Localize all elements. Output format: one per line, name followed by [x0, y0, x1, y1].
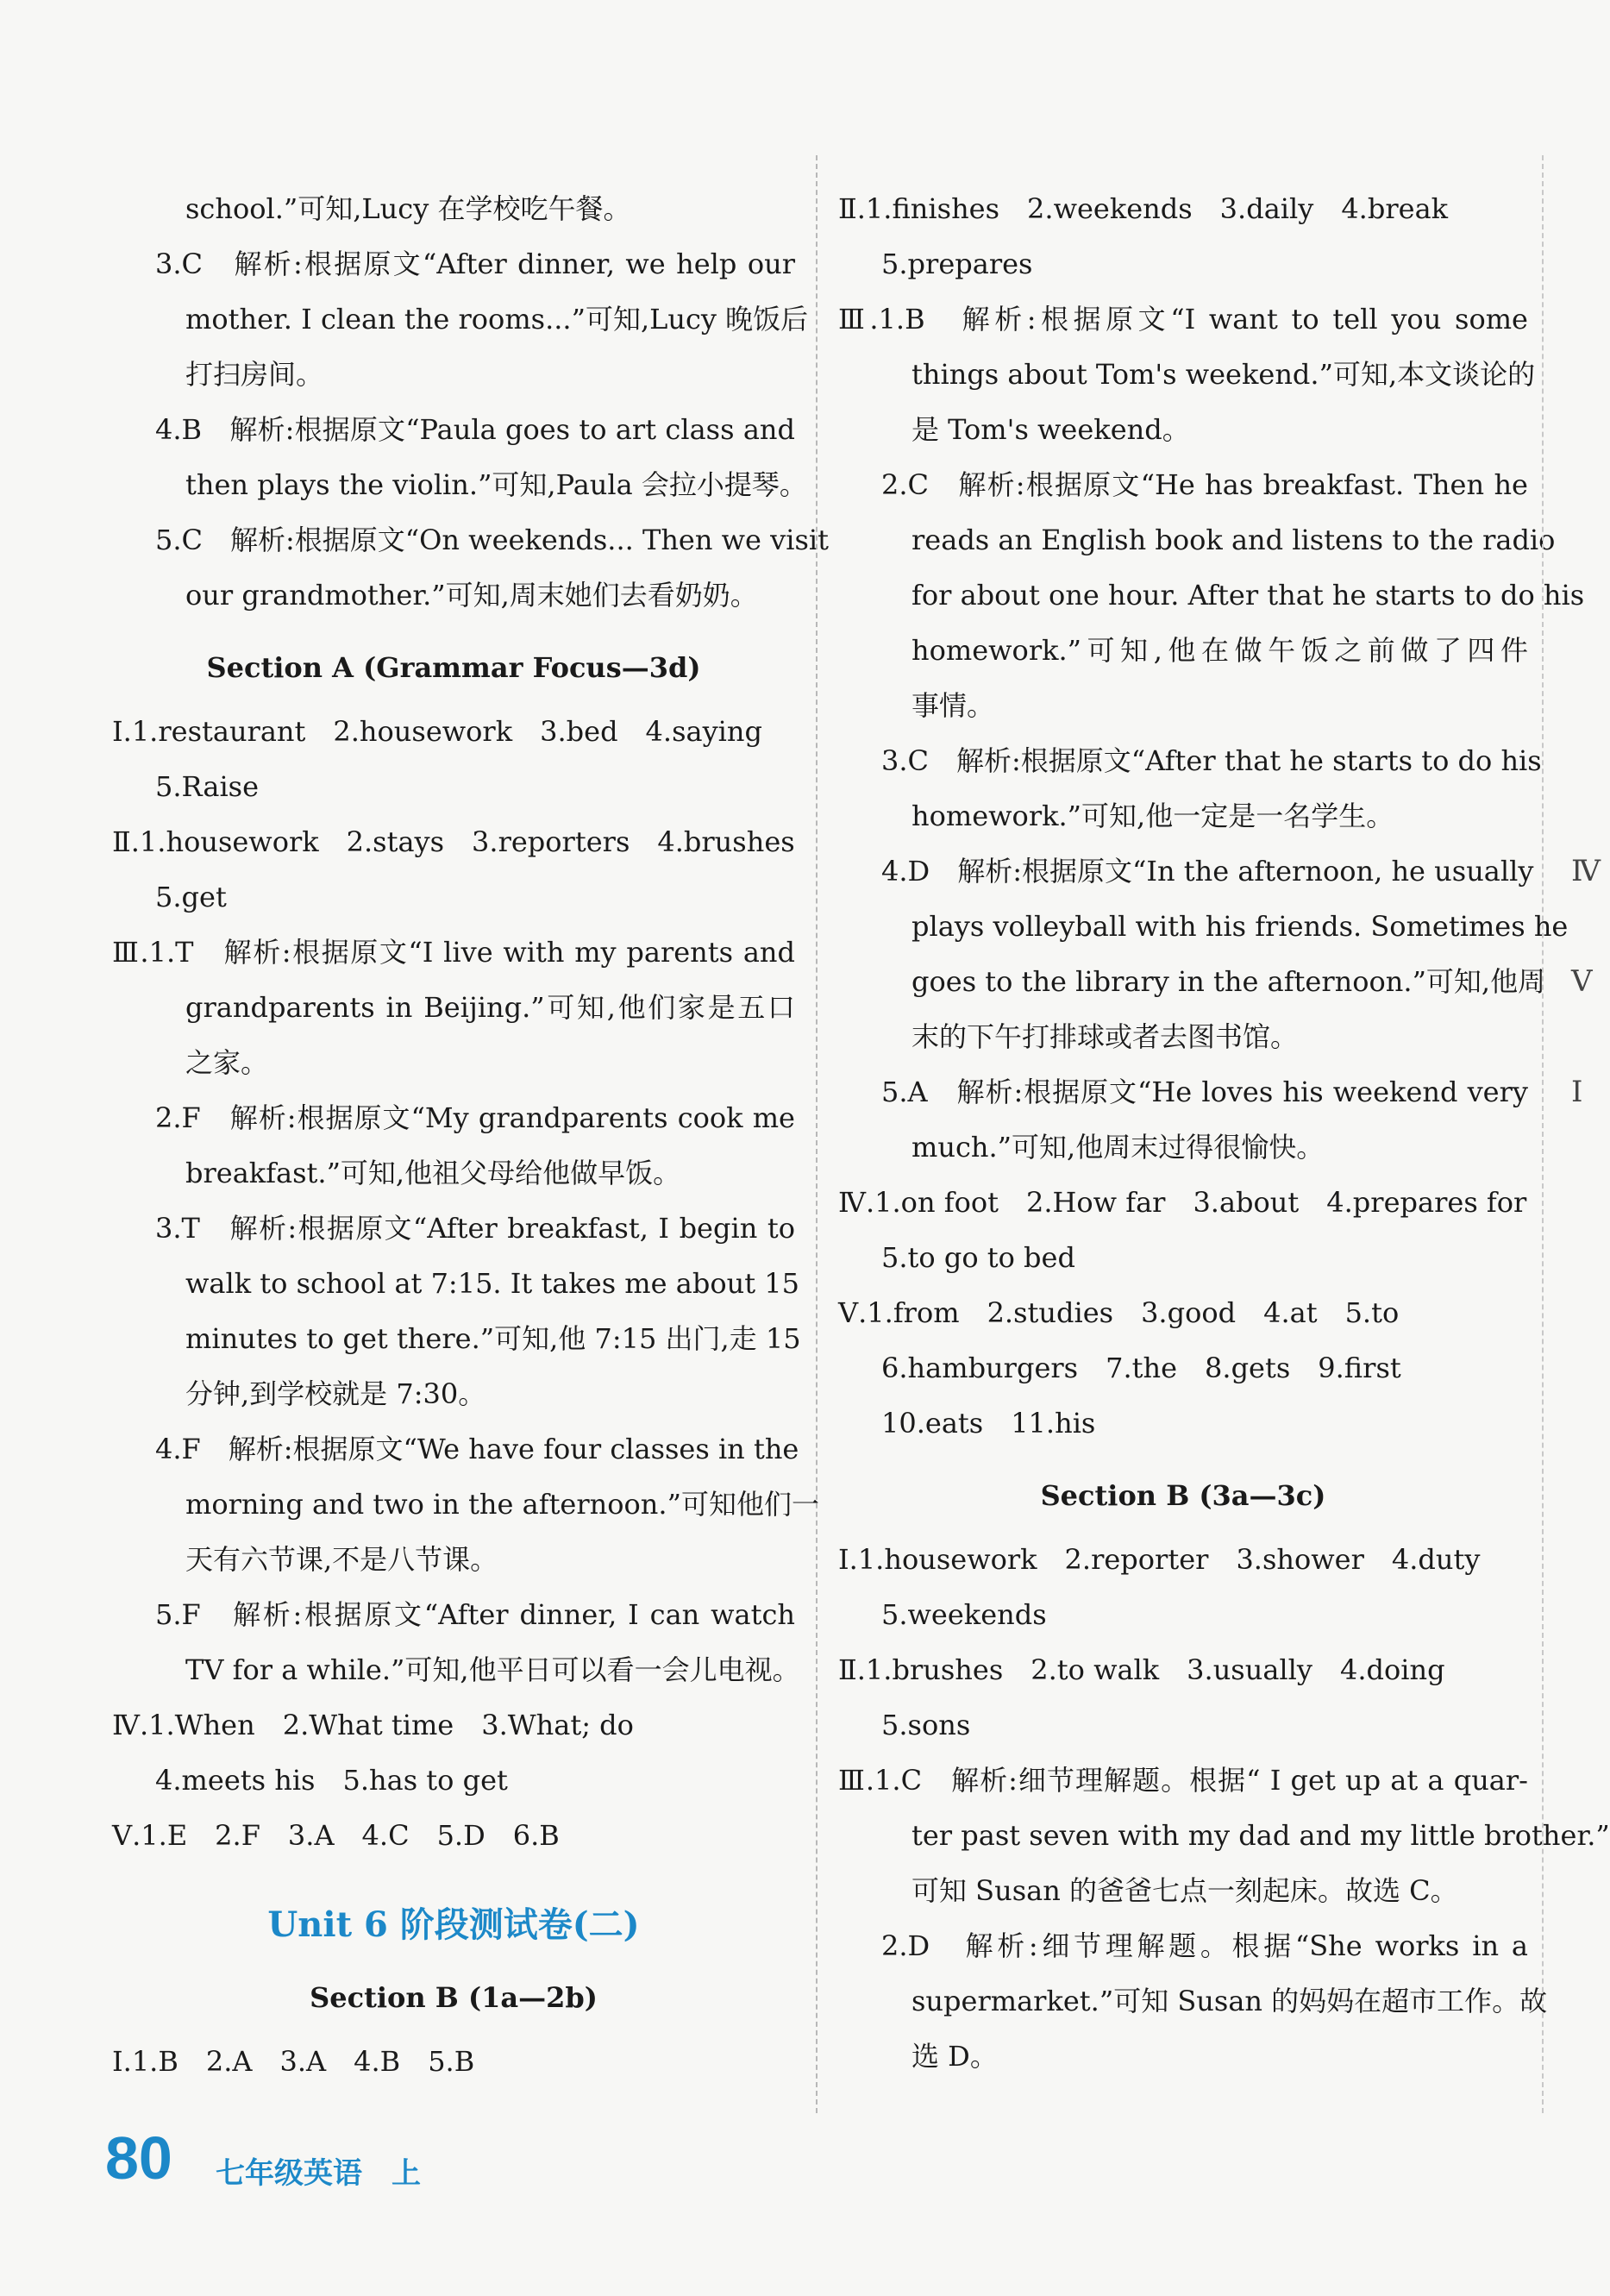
answer-line: 3.C 解析:根据原文“After that he starts to do his [881, 744, 1542, 777]
answer-line: 5.get [155, 881, 227, 913]
edge-numeral: Ⅳ [1571, 854, 1601, 888]
answer-line: 5.to go to bed [881, 1241, 1075, 1274]
answer-line: then plays the violin.”可知,Paula 会拉小提琴。 [185, 468, 807, 501]
answer-line: things about Tom's weekend.”可知,本文谈论的 [911, 358, 1536, 391]
answer-line: 分钟,到学校就是 7:30。 [185, 1377, 486, 1410]
answer-line: TV for a while.”可知,他平日可以看一会儿电视。 [185, 1653, 800, 1686]
answer-line: grandparents in Beijing.”可知,他们家是五口 [185, 991, 795, 1024]
answer-line: 3.T 解析:根据原文“After breakfast, I begin to [155, 1212, 795, 1245]
section-heading: Section A (Grammar Focus—3d) [206, 651, 701, 684]
answer-line: for about one hour. After that he starts to do his [911, 579, 1585, 612]
answer-line: Ⅴ.1.from 2.studies 3.good 4.at 5.to [838, 1296, 1400, 1329]
answer-line: 2.C 解析:根据原文“He has breakfast. Then he [881, 468, 1528, 501]
answer-line: goes to the library in the afternoon.”可知,他周 [911, 965, 1546, 998]
answer-line: morning and two in the afternoon.”可知他们一 [185, 1488, 819, 1521]
answer-line: breakfast.”可知,他祖父母给他做早饭。 [185, 1157, 681, 1189]
answer-line: 末的下午打排球或者去图书馆。 [911, 1020, 1299, 1053]
answer-line: 天有六节课,不是八节课。 [185, 1543, 498, 1576]
answer-line: 5.F 解析:根据原文“After dinner, I can watch [155, 1598, 795, 1631]
answer-line: Ⅳ.1.on foot 2.How far 3.about 4.prepares for [838, 1186, 1527, 1219]
answer-line: 5.C 解析:根据原文“On weekends... Then we visit [155, 524, 829, 556]
answer-line: Ⅳ.1.When 2.What time 3.What; do [112, 1709, 634, 1741]
unit-title: Unit 6 阶段测试卷(二) [267, 1904, 640, 1945]
answer-line: 4.D 解析:根据原文“In the afternoon, he usually [881, 855, 1534, 888]
answer-line: 5.A 解析:根据原文“He loves his weekend very [881, 1076, 1528, 1108]
answer-line: Ⅴ.1.E 2.F 3.A 4.C 5.D 6.B [112, 1819, 560, 1852]
section-heading: Section B (1a—2b) [310, 1981, 598, 2014]
answer-line: Ⅲ.1.T 解析:根据原文“I live with my parents and [112, 936, 795, 969]
answer-line: plays volleyball with his friends. Sometimes he [911, 910, 1569, 943]
answer-line: 可知 Susan 的爸爸七点一刻起床。故选 C。 [911, 1874, 1458, 1907]
answer-line: homework.”可知,他在做午饭之前做了四件 [911, 634, 1528, 667]
book-title: 七年级英语 上 [216, 2156, 421, 2191]
answer-line: homework.”可知,他一定是一名学生。 [911, 800, 1394, 832]
page-number: 80 [105, 2124, 172, 2192]
answer-line: Ⅰ.1.B 2.A 3.A 4.B 5.B [112, 2045, 475, 2078]
answer-line: 5.sons [881, 1709, 971, 1741]
answer-line: our grandmother.”可知,周末她们去看奶奶。 [185, 579, 758, 612]
answer-line: supermarket.”可知 Susan 的妈妈在超市工作。故 [911, 1985, 1548, 2017]
answer-line: 4.B 解析:根据原文“Paula goes to art class and [155, 413, 795, 446]
answer-line: 2.D 解析:细节理解题。根据“She works in a [881, 1929, 1528, 1962]
answer-line: 事情。 [911, 689, 995, 722]
answer-line: 4.meets his 5.has to get [155, 1764, 508, 1797]
answer-line: walk to school at 7:15. It takes me about 15 [185, 1267, 799, 1300]
answer-line: 5.Raise [155, 770, 260, 803]
answer-line: Ⅰ.1.restaurant 2.housework 3.bed 4.saying [112, 715, 762, 748]
answer-line: 4.F 解析:根据原文“We have four classes in the [155, 1433, 799, 1465]
answer-line: Ⅲ.1.C 解析:细节理解题。根据“ I get up at a quar- [838, 1764, 1528, 1797]
answer-line: 10.eats 11.his [881, 1407, 1096, 1440]
answer-line: Ⅱ.1.finishes 2.weekends 3.daily 4.break [838, 192, 1449, 225]
edge-numeral: Ⅴ [1571, 964, 1593, 999]
section-heading: Section B (3a—3c) [1040, 1479, 1326, 1512]
answer-line: 选 D。 [911, 2040, 998, 2073]
answer-line: 5.weekends [881, 1598, 1047, 1631]
answer-line: Ⅲ.1.B 解析:根据原文“I want to tell you some [838, 303, 1528, 336]
answer-line: Ⅰ.1.housework 2.reporter 3.shower 4.duty [838, 1543, 1481, 1576]
answer-line: 2.F 解析:根据原文“My grandparents cook me [155, 1101, 795, 1134]
answer-line: 6.hamburgers 7.the 8.gets 9.first [881, 1352, 1401, 1384]
column-divider [816, 155, 818, 2113]
answer-line: ter past seven with my dad and my little brother.” [911, 1819, 1610, 1852]
answer-line: reads an English book and listens to the radio [911, 524, 1556, 556]
answer-line: minutes to get there.”可知,他 7:15 出门,走 15 [185, 1322, 801, 1355]
answer-line: 打扫房间。 [185, 358, 324, 391]
answer-line: Ⅱ.1.brushes 2.to walk 3.usually 4.doing [838, 1653, 1445, 1686]
answer-line: 是 Tom's weekend。 [911, 413, 1190, 446]
answer-line: school.”可知,Lucy 在学校吃午餐。 [185, 192, 631, 225]
edge-numeral: Ⅰ [1571, 1075, 1583, 1109]
answer-line: mother. I clean the rooms...”可知,Lucy 晚饭后 [185, 303, 809, 336]
answer-line: 之家。 [185, 1046, 269, 1079]
answer-line: much.”可知,他周末过得很愉快。 [911, 1131, 1325, 1164]
answer-line: Ⅱ.1.housework 2.stays 3.reporters 4.brushes [112, 825, 795, 858]
answer-line: 3.C 解析:根据原文“After dinner, we help our [155, 248, 795, 280]
answer-line: 5.prepares [881, 248, 1033, 280]
right-edge-divider [1542, 155, 1544, 2113]
